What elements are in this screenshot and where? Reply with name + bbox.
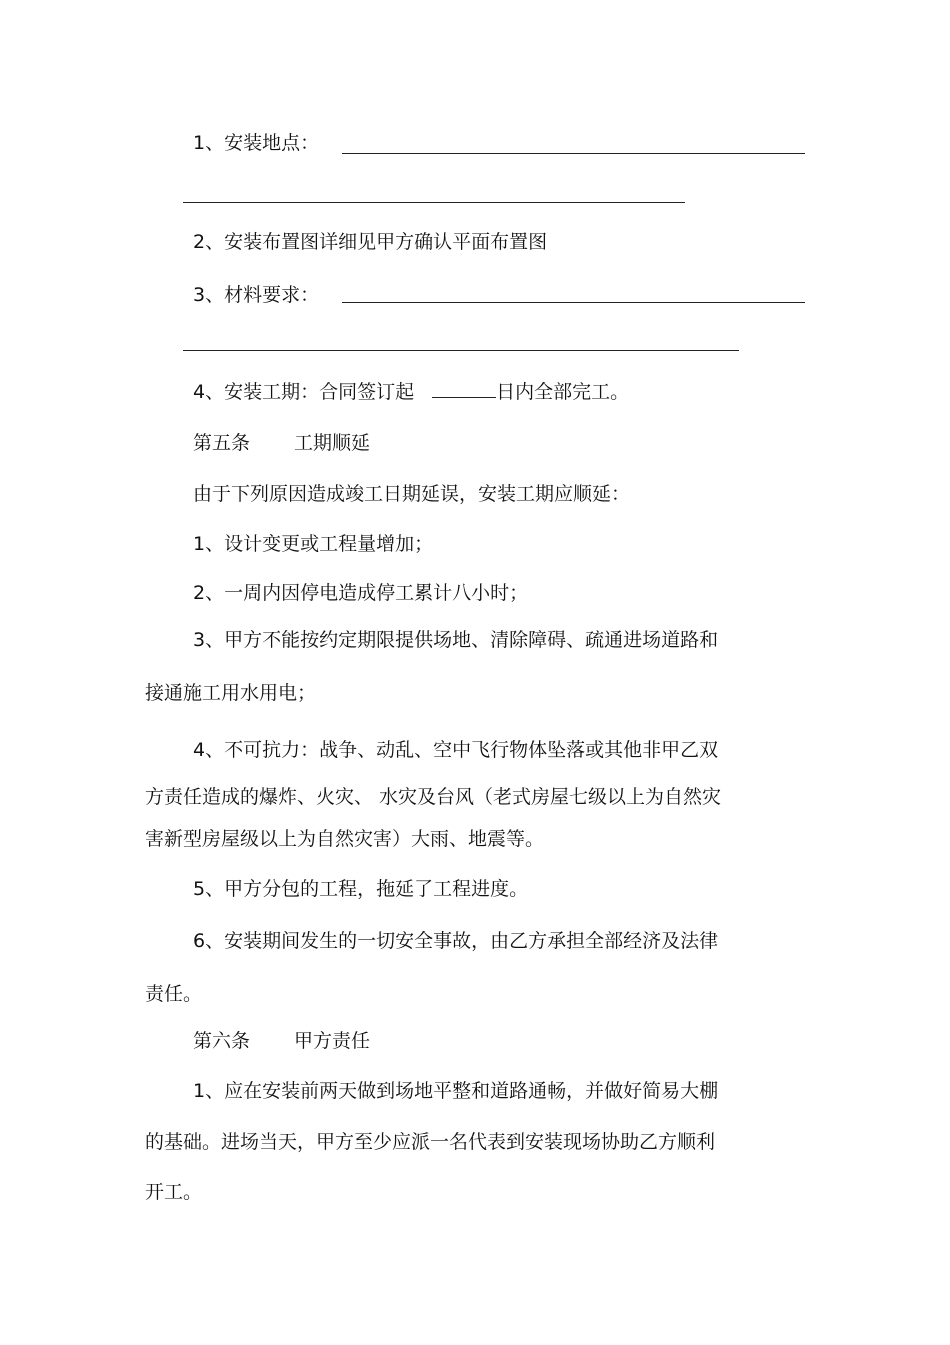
install-period-text-after: 日内全部完工。 bbox=[496, 381, 630, 403]
item-layout-plan: 2、安装布置图详细见甲方确认平面布置图 bbox=[193, 231, 548, 253]
article-6-heading bbox=[193, 1029, 370, 1053]
party-a-duty-1-line2: 的基础。进场当天，甲方至少应派一名代表到安装现场协助乙方顺利 bbox=[145, 1131, 716, 1153]
delay-reason-1: 1、设计变更或工程量增加； bbox=[193, 533, 434, 555]
delay-reason-3-line2: 接通施工用水用电； bbox=[145, 682, 317, 704]
delay-reason-4-line3: 害新型房屋级以上为自然灾害）大雨、地震等。 bbox=[145, 828, 545, 850]
party-a-duty-1-line1: 1、应在安装前两天做到场地平整和道路通畅，并做好简易大棚 bbox=[193, 1080, 719, 1102]
article-title: 工期顺延 bbox=[294, 432, 371, 454]
article-5-intro: 由于下列原因造成竣工日期延误，安装工期应顺延： bbox=[193, 483, 631, 505]
delay-reason-4-line1: 4、不可抗力：战争、动乱、空中飞行物体坠落或其他非甲乙双 bbox=[193, 739, 719, 761]
fill-in-line bbox=[342, 153, 805, 154]
item-install-location: 1、安装地点： bbox=[193, 132, 320, 154]
fill-in-line bbox=[342, 302, 805, 303]
article-label: 第六条 bbox=[193, 1030, 251, 1052]
delay-reason-4-line2: 方责任造成的爆炸、火灾、 水灾及台风（老式房屋七级以上为自然灾 bbox=[145, 786, 722, 808]
party-a-duty-1-line3: 开工。 bbox=[145, 1181, 203, 1203]
article-title: 甲方责任 bbox=[294, 1030, 371, 1052]
days-blank bbox=[432, 379, 496, 398]
install-period-text-before: 4、安装工期：合同签订起 bbox=[193, 381, 415, 403]
fill-in-line bbox=[183, 202, 685, 203]
delay-reason-6-line2: 责任。 bbox=[145, 983, 203, 1005]
item-install-period bbox=[193, 379, 629, 404]
delay-reason-6-line1: 6、安装期间发生的一切安全事故，由乙方承担全部经济及法律 bbox=[193, 930, 719, 952]
delay-reason-3-line1: 3、甲方不能按约定期限提供场地、清除障碍、疏通进场道路和 bbox=[193, 629, 719, 651]
article-5-heading bbox=[193, 431, 370, 455]
item-material-requirements: 3、材料要求： bbox=[193, 284, 320, 306]
fill-in-line bbox=[183, 350, 739, 351]
article-label: 第五条 bbox=[193, 432, 251, 454]
delay-reason-5: 5、甲方分包的工程，拖延了工程进度。 bbox=[193, 878, 529, 900]
delay-reason-2: 2、一周内因停电造成停工累计八小时； bbox=[193, 582, 529, 604]
